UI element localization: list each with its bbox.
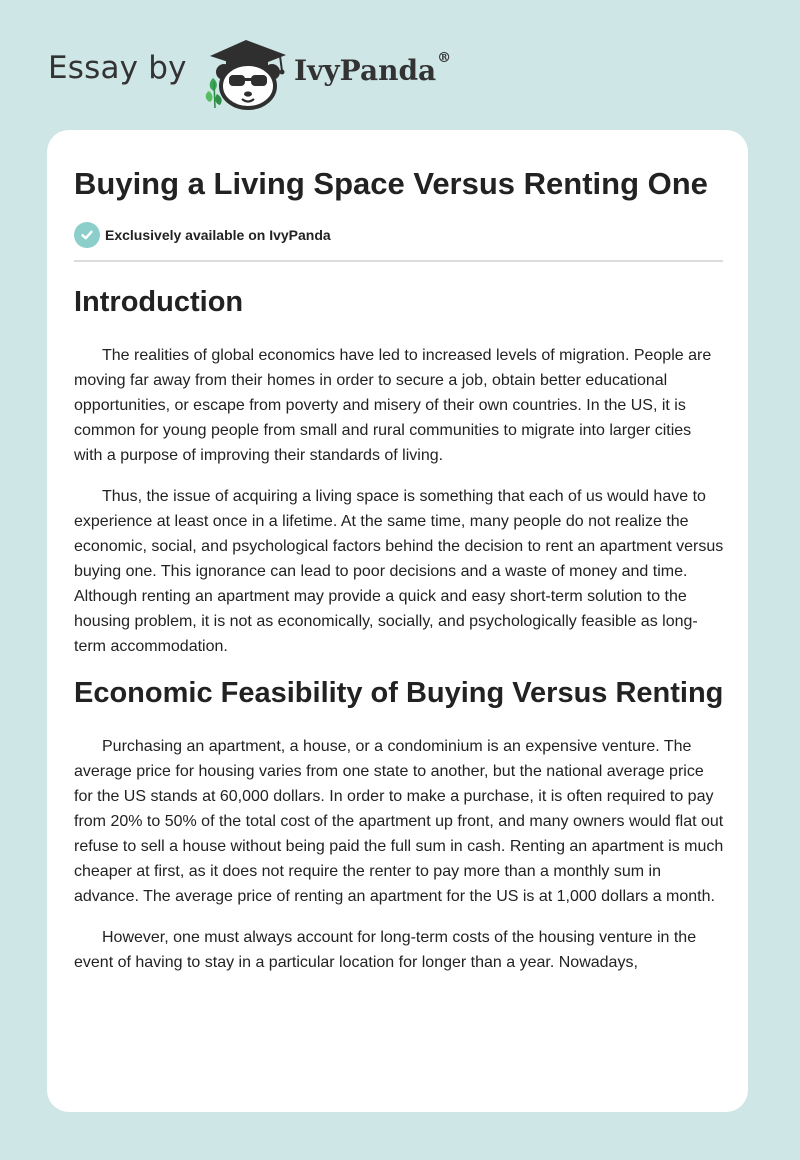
essay-by-label: Essay by (48, 50, 187, 86)
brand-name[interactable]: IvyPanda® (294, 50, 452, 87)
site-header (0, 0, 800, 130)
essay-card (47, 130, 748, 1112)
section-heading-introduction: Introduction (74, 286, 244, 318)
exclusive-availability-note (74, 222, 724, 248)
exclusive-label: Exclusively available on IvyPanda (105, 227, 331, 243)
panda-graduate-logo-icon[interactable] (200, 34, 292, 110)
registered-mark: ® (437, 50, 452, 66)
body-paragraph: However, one must always account for long-term costs of the housing venture in the event of having to stay in a particular location for longer than a year. Nowadays, (74, 929, 697, 971)
essay-title: Buying a Living Space Versus Renting One (74, 166, 708, 201)
title-divider (74, 260, 723, 262)
check-circle-icon (74, 222, 100, 248)
body-paragraph: The realities of global economics have led to increased levels of migration. People are moving far away from their homes in order to secure a job, obtain better educational opportunities, or escape from poverty and misery of their own countries. In the US, it is common for young people from small and rural communities to migrate into larger cities with a purpose of improving their standards of living. (74, 347, 712, 464)
section-heading-economic-feasibility: Economic Feasibility of Buying Versus Renting (74, 677, 724, 709)
body-paragraph: Purchasing an apartment, a house, or a condominium is an expensive venture. The average price for housing varies from one state to another, but the national average price for the US stands at 60,000 dollars. In order to make a purchase, it is often required to pay from 20% to 50% of the total cost of the apartment up front, and many owners would flat out refuse to sell a house without being paid the full sum in cash. Renting an apartment is much cheaper at first, as it does not require the renter to pay more than a monthly sum in advance. The average price of renting an apartment for the US is at 1,000 dollars a month. (74, 738, 724, 905)
body-paragraph: Thus, the issue of acquiring a living space is something that each of us would have to experience at least once in a lifetime. At the same time, many people do not realize the economic, social, and psychological factors behind the decision to rent an apartment versus buying one. This ignorance can lead to poor decisions and a waste of money and time. Although renting an apartment may provide a quick and easy short-term solution to the housing problem, it is not as economically, socially, and psychologically feasible as long-term accommodation. (74, 488, 724, 655)
essay-content (74, 163, 724, 975)
